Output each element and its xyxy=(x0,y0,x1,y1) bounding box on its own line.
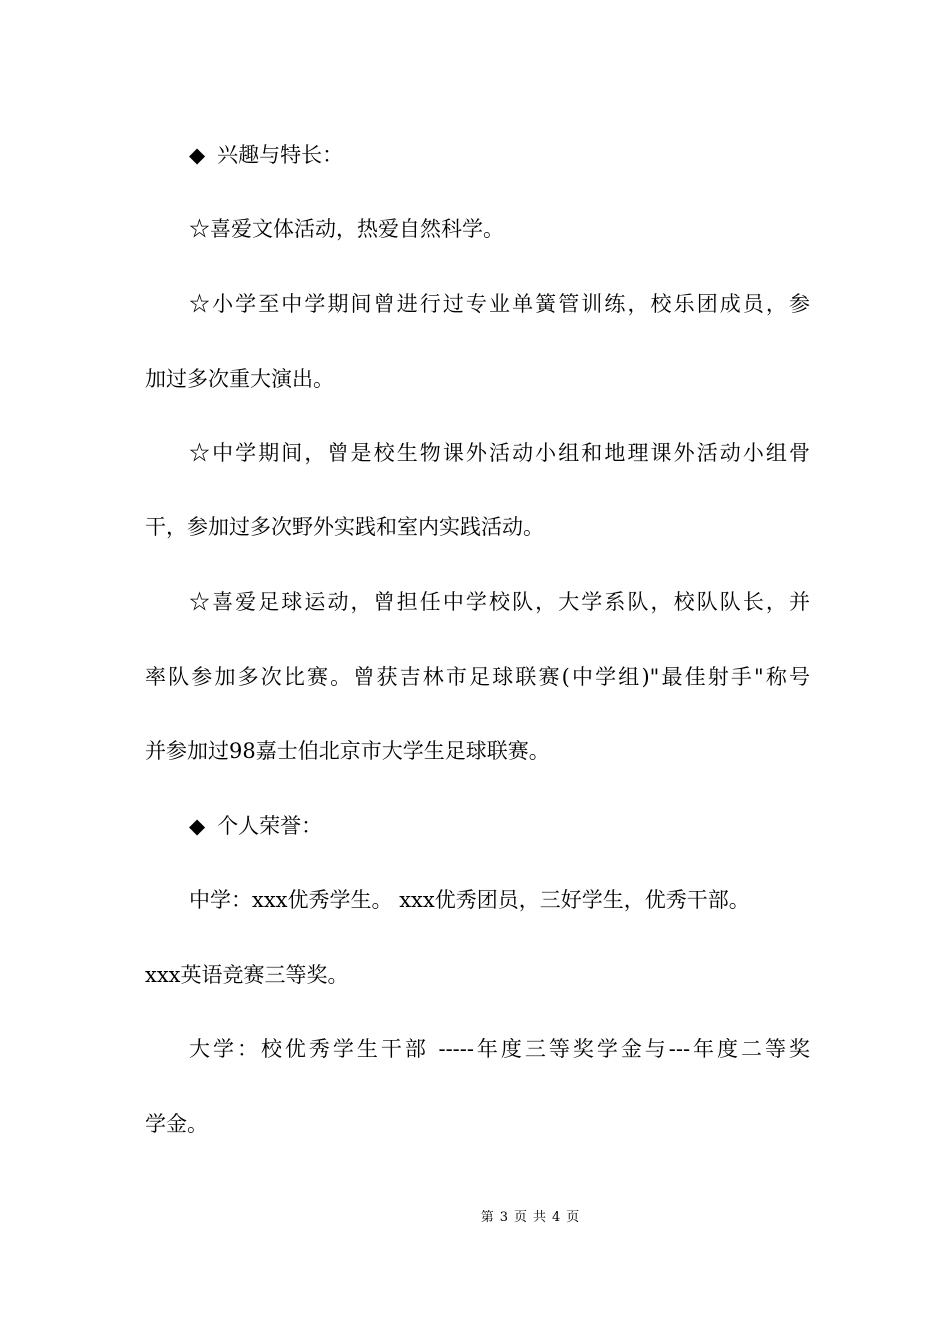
diamond-bullet-icon: ◆ xyxy=(189,143,206,167)
footer-total-pages: 4 xyxy=(552,1210,561,1225)
footer-current-page: 3 xyxy=(499,1210,508,1225)
section-heading-interests xyxy=(189,140,810,170)
diamond-bullet-icon: ◆ xyxy=(189,814,206,838)
heading-text: 兴趣与特长： xyxy=(217,143,344,167)
paragraph-line: ☆喜爱足球运动，曾担任中学校队，大学系队，校队队长，并 xyxy=(189,590,810,614)
footer-prefix: 第 xyxy=(480,1210,494,1225)
paragraph-line: ☆中学期间，曾是校生物课外活动小组和地理课外活动小组骨 xyxy=(189,441,810,465)
paragraph-line: 加过多次重大演出。 xyxy=(145,367,334,391)
paragraph-line: 大学：校优秀学生干部 -----年度三等奖学金与---年度二等奖 xyxy=(189,1037,810,1061)
footer-text: 共 xyxy=(533,1210,547,1225)
section-heading-honors xyxy=(189,811,810,841)
footer-suffix: 页 xyxy=(566,1210,580,1225)
footer-text: 页 xyxy=(513,1210,527,1225)
heading-text: 个人荣誉： xyxy=(217,814,323,838)
paragraph-line: 学金。 xyxy=(145,1112,208,1136)
page-footer xyxy=(0,1209,950,1227)
paragraph-line: xxx英语竞赛三等奖。 xyxy=(145,963,349,987)
paragraph-line: 率队参加多次比赛。曾获吉林市足球联赛(中学组)"最佳射手"称号 xyxy=(145,665,810,689)
paragraph-line: 中学：xxx优秀学生。 xxx优秀团员，三好学生，优秀干部。 xyxy=(189,888,750,912)
paragraph-line: ☆小学至中学期间曾进行过专业单簧管训练，校乐团成员，参 xyxy=(189,292,810,316)
paragraph-line: 干，参加过多次野外实践和室内实践活动。 xyxy=(145,515,544,539)
paragraph-line: ☆喜爱文体活动，热爱自然科学。 xyxy=(189,217,504,241)
paragraph-line: 并参加过98嘉士伯北京市大学生足球联赛。 xyxy=(145,739,550,763)
